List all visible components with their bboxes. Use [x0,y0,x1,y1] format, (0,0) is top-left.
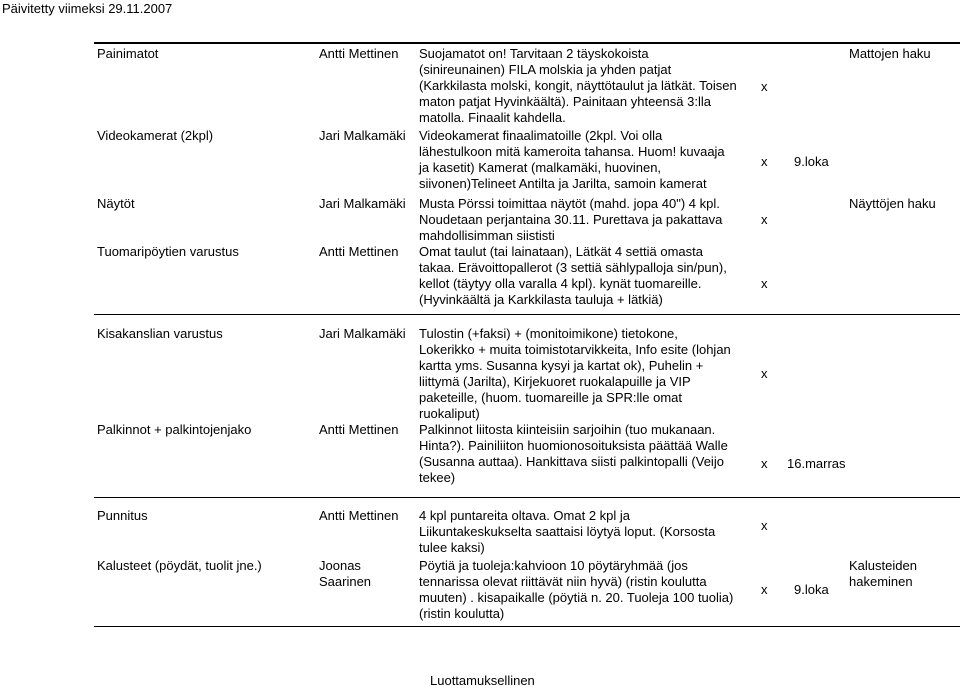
table-row [94,422,960,490]
person-cell: Jari Malkamäki [319,326,406,341]
table-block [94,497,960,627]
person-cell: Jari Malkamäki [319,196,406,211]
last-updated-header: Päivitetty viimeksi 29.11.2007 [2,1,173,16]
description-cell: 4 kpl puntareita oltava. Omat 2 kpl ja Liikuntakeskukselta saattaisi löytyä loput. (Korsosta tulee kaksi) [419,508,716,555]
note-cell: Kalusteiden hakeminen [849,558,917,589]
table-row [94,196,960,244]
person-cell: Antti Mettinen [319,244,399,259]
status-cell: x [761,154,768,169]
table-block [94,42,960,314]
task-cell: Painimatot [97,46,159,61]
description-cell: Videokamerat finaalimatoille (2kpl. Voi olla lähestulkoon mitä kameroita tahansa. Huom! kuvaaja ja kasetit) Kamerat (malkamäki, huovinen, siivonen)Telineet Antilta ja Jarilta, samoin kamerat [419,128,725,191]
person-cell: Antti Mettinen [319,422,399,437]
task-cell: Kisakanslian varustus [97,326,223,341]
status-cell: x [761,518,768,533]
table-row [94,558,960,624]
status-cell: x [761,582,768,597]
table-row [94,326,960,422]
date-cell: 9.loka [794,154,829,169]
table-row [94,46,960,126]
task-table [94,42,960,627]
task-cell: Videokamerat (2kpl) [97,128,214,143]
task-cell: Näytöt [97,196,135,211]
status-cell: x [761,276,768,291]
status-cell: x [761,366,768,381]
task-cell: Kalusteet (pöydät, tuolit jne.) [97,558,262,573]
status-cell: x [761,212,768,227]
confidential-footer: Luottamuksellinen [430,673,535,688]
task-cell: Palkinnot + palkintojenjako [97,422,252,437]
note-cell: Mattojen haku [849,46,931,61]
status-cell: x [761,456,768,471]
note-cell: Näyttöjen haku [849,196,936,211]
person-cell: Jari Malkamäki [319,128,406,143]
table-row [94,128,960,196]
date-cell: 16.marras [787,456,846,471]
task-cell: Punnitus [97,508,148,523]
date-cell: 9.loka [794,582,829,597]
person-cell: Antti Mettinen [319,46,399,61]
task-cell: Tuomaripöytien varustus [97,244,239,259]
status-cell: x [761,79,768,94]
description-cell: Suojamatot on! Tarvitaan 2 täyskokoista (sinireunainen) FILA molskia ja yhden patjat (Karkkilasta molski, kongit, näyttötaulut ja lätkät. Toisen maton patjat Hyvinkäältä). Painitaan yhteensä 3:lla matolla. Finaalit kahdella. [419,46,737,125]
description-cell: Tulostin (+faksi) + (monitoimikone) tietokone, Lokerikko + muita toimistotarvikkeita, Info esite (lohjan kartta yms. Susanna kysyi ja kartat ok), Puhelin + liittymä (Jarilta), Kirjekuoret ruokalapuille ja VIP paketeille, (huom. tuomareille ja SPR:lle omat ruokaliput) [419,326,731,421]
description-cell: Pöytiä ja tuoleja:kahvioon 10 pöytäryhmää (jos tennarissa olevat riittävät niin hyvä) (ristin koulutta muuten) . kisapaikalle (pöytiä n. 20. Tuoleja 100 tuolia) (ristin koulutta) [419,558,734,621]
table-row [94,508,960,558]
person-cell: Antti Mettinen [319,508,399,523]
description-cell: Palkinnot liitosta kiinteisiin sarjoihin (tuo mukanaan. Hinta?). Painiliiton huomionosoituksista päättää Walle (Susanna auttaa). Hankittava siisti palkintopalli (Veijo tekee) [419,422,728,485]
table-row [94,244,960,310]
table-block [94,314,960,497]
description-cell: Musta Pörssi toimittaa näytöt (mahd. jopa 40") 4 kpl. Noudetaan perjantaina 30.11. Purettava ja pakattava mahdollisimman siististi [419,196,723,243]
description-cell: Omat taulut (tai lainataan), Lätkät 4 settiä omasta takaa. Erävoittopallerot (3 settiä sählypalloja sin/pun), kellot (täytyy olla varalla 4 kpl). kynät tuomareille. (Hyvinkäältä ja Karkkilasta tauluja + lätkiä) [419,244,727,307]
person-cell: Joonas Saarinen [319,558,372,589]
